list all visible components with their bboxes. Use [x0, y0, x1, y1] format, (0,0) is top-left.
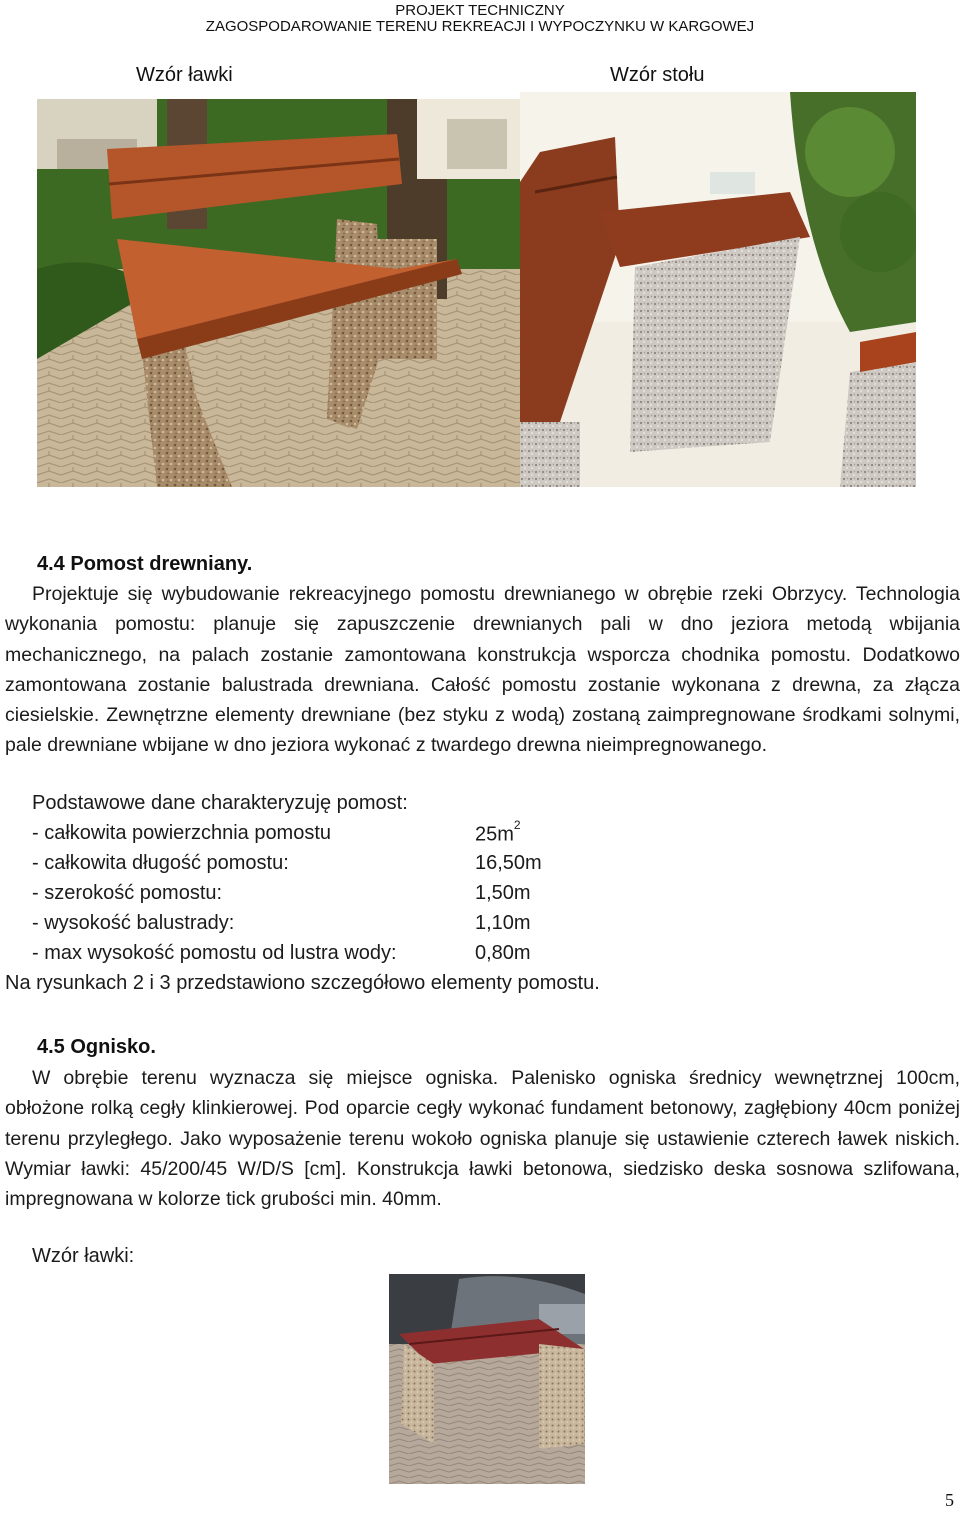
param-value: 1,10m	[475, 912, 531, 934]
param-label: - max wysokość pomostu od lustra wody:	[32, 942, 397, 964]
section-4-5-heading: 4.5 Ognisko.	[37, 1036, 156, 1058]
table-caption: Wzór stołu	[610, 64, 705, 86]
param-label: - całkowita długość pomostu:	[32, 852, 289, 874]
param-value: 0,80m	[475, 942, 531, 964]
param-value: 1,50m	[475, 882, 531, 904]
section-4-4-closing: Na rysunkach 2 i 3 przedstawiono szczegółowo elementy pomostu.	[5, 972, 600, 994]
table-photo	[520, 92, 916, 487]
param-label: - wysokość balustrady:	[32, 912, 235, 934]
param-row	[32, 912, 632, 942]
param-value: 16,50m	[475, 852, 542, 874]
section-4-4-heading: 4.4 Pomost drewniany.	[37, 553, 253, 575]
bench-caption: Wzór ławki	[136, 64, 233, 86]
param-label: - szerokość pomostu:	[32, 882, 223, 904]
document-header-title: PROJEKT TECHNICZNY	[395, 2, 565, 19]
section-4-4-paragraph-text: Projektuje się wybudowanie rekreacyjnego pomostu drewnianego w obrębie rzeki Obrzycy. Technologia wykonania pomostu: planuje się zapuszczenie drewnianych pali w dno jeziora metodą wbijania mechanicznego, na palach zostanie zamontowana konstrukcja wsporcza chodnika pomostu. Dodatkowo zamontowana zostanie balustrada drewniana. Całość pomostu zostanie wykonana z drewna, za złącza ciesielskie. Zewnętrzne elementy drewniane (bez styku z wodą) zostaną zaimpregnowane środkami solnymi, pale drewniane wbijane w dno jeziora wykonać z twardego drewna nieimpregnowanego.	[5, 583, 960, 757]
param-row	[32, 818, 632, 852]
param-row	[32, 882, 632, 912]
bench-photo	[37, 99, 520, 487]
section-4-5-paragraph-text: W obrębie terenu wyznacza się miejsce ogniska. Palenisko ogniska średnicy wewnętrznej 100cm, obłożone rolką cegły klinkierowej. Pod oparcie cegły wykonać fundament betonowy, zagłębiony 40cm poniżej terenu przyległego. Jako wyposażenie terenu wokoło ogniska planuje się ustawienie czterech ławek niskich. Wymiar ławki: 45/200/45 W/D/S [cm]. Konstrukcja ławki betonowa, siedzisko deska sosnowa szlifowana, impregnowana w kolorze tick grubości min. 40mm.	[5, 1067, 960, 1211]
param-row	[32, 942, 632, 972]
page-number: 5	[945, 1490, 954, 1510]
low-bench-caption: Wzór ławki:	[32, 1245, 135, 1267]
param-label: - całkowita powierzchnia pomostu	[32, 822, 332, 844]
section-4-5-paragraph	[5, 1063, 960, 1214]
section-4-4-paragraph	[5, 579, 960, 761]
document-header-subtitle: ZAGOSPODAROWANIE TERENU REKREACJI I WYPOCZYNKU W KARGOWEJ	[205, 18, 755, 35]
param-row	[32, 852, 632, 882]
low-bench-photo	[389, 1274, 585, 1484]
param-value: $25m^2$	[475, 818, 521, 846]
